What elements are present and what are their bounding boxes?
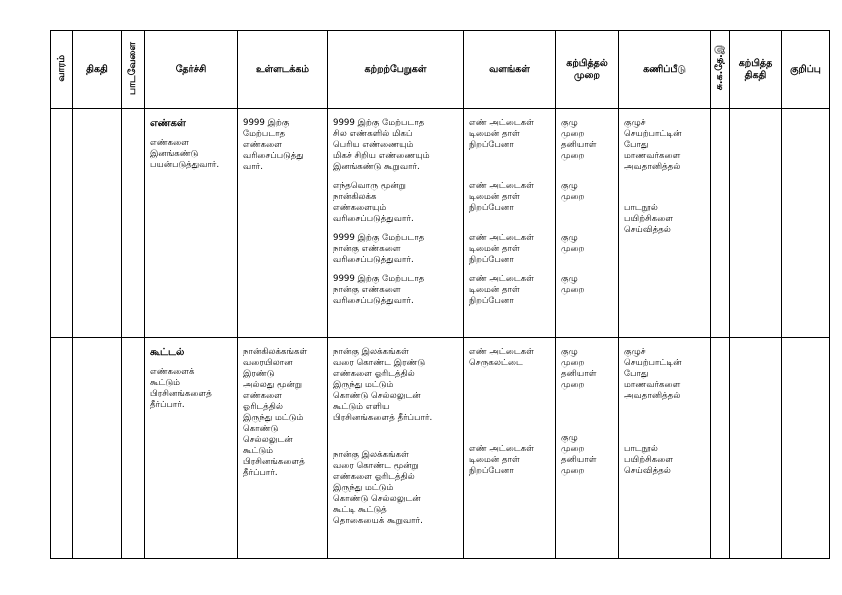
competency-cell — [145, 338, 238, 559]
resource-text: எண் அட்டைகள் டிமைன் தாள் நிறப்பேனா — [469, 274, 534, 306]
outcomes-cell — [328, 109, 464, 338]
outcome-text: எந்தவொரு மூன்று நான்கிலக்க எண்களையும் வரிசைப்படுத்துவார். — [333, 181, 414, 224]
content-text: 9999 இற்கு மேற்படாத எண்களை வரிசைப்படுத்து வார். — [243, 118, 304, 172]
assessment-cell — [619, 338, 711, 559]
assessment-text: குழுச் செயற்பாட்டின் போது மாணவர்களை அவதானித்தல் — [624, 347, 682, 401]
teaching-date-cell — [730, 338, 782, 559]
resource-text: எண் அட்டைகள் டிமைன் தாள் நிறப்பேனா — [469, 118, 534, 150]
header-week: வாரம் — [51, 31, 73, 109]
outcome-text: நான்கு இலக்கங்கள் வரை கொண்ட இரண்டு எண்களை ஓரிடத்தில் இருந்து மட்டும் கொண்டு செல்லலுடன் கூட்டும் எளிய பிரசினங்களைத் தீர்ப்பார். — [333, 347, 433, 423]
content-cell — [238, 109, 328, 338]
method-cell — [556, 338, 619, 559]
resource-text: எண் அட்டைகள் டிமைன் தாள் நிறப்பேனா — [469, 444, 534, 476]
resource-text: எண் அட்டைகள் செருகலட்டை — [469, 347, 534, 368]
assessment-text: பாடநூல் பயிற்சிகளை செய்வித்தல் — [624, 444, 674, 476]
content-cell — [238, 338, 328, 559]
outcome-text: 9999 இற்கு மேற்படாத சில எண்களில் மிகப் பெரிய எண்ணையும் மிகச் சிறிய எண்ணையும் இனங்கண்டு கூறுவார். — [333, 118, 430, 172]
header-competency: தேர்ச்சி — [145, 31, 238, 109]
method-text: குழு முறை — [561, 233, 585, 254]
header-periods: பாடவேளை — [122, 31, 145, 109]
method-cell — [556, 109, 619, 338]
self-eval-cell — [711, 109, 730, 338]
table-row — [51, 338, 830, 559]
header-method: கற்பித்தல் முறை — [556, 31, 619, 109]
competency-desc: எண்களைக் கூட்டும் பிரசினங்களைத் தீர்ப்பார். — [150, 367, 212, 410]
assessment-text: பாடநூல் பயிற்சிகளை செய்வித்தல் — [624, 203, 674, 235]
resource-text: எண் அட்டைகள் டிமைன் தாள் நிறப்பேனா — [469, 181, 534, 213]
teaching-date-cell — [730, 109, 782, 338]
week-cell — [51, 338, 73, 559]
method-text: குழு முறை — [561, 274, 585, 295]
competency-title: எண்கள் — [150, 118, 186, 129]
method-text: குழு முறை தனியாள் முறை — [561, 347, 597, 390]
header-content: உள்ளடக்கம் — [238, 31, 328, 109]
date-cell — [73, 338, 122, 559]
header-teaching-date: கற்பித்த திகதி — [730, 31, 782, 109]
resources-cell — [464, 338, 556, 559]
table-row — [51, 109, 830, 338]
header-remarks: குறிப்பு — [782, 31, 830, 109]
self-eval-cell — [711, 338, 730, 559]
assessment-cell — [619, 109, 711, 338]
date-cell — [73, 109, 122, 338]
resource-text: எண் அட்டைகள் டிமைன் தாள் நிறப்பேனா — [469, 233, 534, 265]
header-assessment: கணிப்பீடு — [619, 31, 711, 109]
header-row — [51, 31, 830, 109]
remarks-cell — [782, 109, 830, 338]
outcomes-cell — [328, 338, 464, 559]
competency-cell — [145, 109, 238, 338]
content-text: நான்கிலக்கங்கள் வரையிலான இரண்டு அல்லது மூன்று எண்களை ஓரிடத்தில் இருந்து மட்டும் கொண்டு செல்லலுடன் கூட்டும் பிரசினங்களைத் தீர்ப்பார். — [243, 347, 308, 478]
method-text: குழு முறை தனியாள் முறை — [561, 118, 597, 161]
assessment-text: குழுச் செயற்பாட்டின் போது மாணவர்களை அவதானித்தல் — [624, 118, 682, 172]
method-text: குழு முறை தனியாள் முறை — [561, 433, 597, 476]
periods-cell — [122, 338, 145, 559]
competency-title: கூட்டல் — [150, 347, 185, 358]
resources-cell — [464, 109, 556, 338]
header-resources: வளங்கள் — [464, 31, 556, 109]
header-date: திகதி — [73, 31, 122, 109]
outcome-text: 9999 இற்கு மேற்படாத நான்கு எண்களை வரிசைப்படுத்துவார். — [333, 274, 425, 306]
outcome-text: 9999 இற்கு மேற்படாத நான்கு எண்களை வரிசைப்படுத்துவார். — [333, 233, 425, 265]
competency-desc: எண்களை இனங்கண்டு பயன்படுத்துவார். — [150, 138, 220, 170]
method-text: குழு முறை — [561, 181, 585, 202]
outcome-text: நான்கு இலக்கங்கள் வரை கொண்ட மூன்று எண்களை ஓரிடத்தில் இருந்து மட்டும் கொண்டு செல்லலுடன் கூட்டி கூட்டுத் தொகையைக் கூறுவார். — [333, 450, 423, 526]
lesson-plan-table — [50, 30, 830, 559]
header-outcomes: கற்றற்பேறுகள் — [328, 31, 464, 109]
week-cell — [51, 109, 73, 338]
periods-cell — [122, 109, 145, 338]
header-self-eval: சு.க.தே.இ — [711, 31, 730, 109]
remarks-cell — [782, 338, 830, 559]
